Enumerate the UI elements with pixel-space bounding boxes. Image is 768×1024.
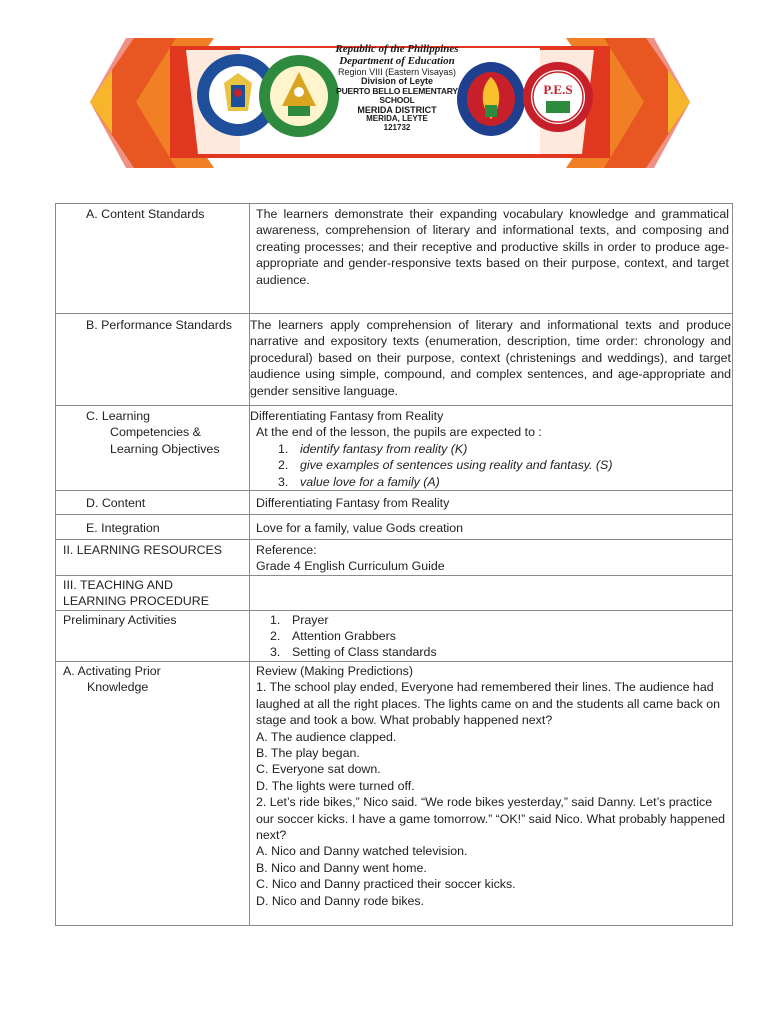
header-banner xyxy=(90,38,690,178)
teaching-procedure-label-2: LEARNING PROCEDURE xyxy=(63,594,209,609)
content-standards-label: A. Content Standards xyxy=(56,204,250,314)
teaching-procedure-label-1: III. TEACHING AND xyxy=(63,577,173,592)
lesson-plan-table xyxy=(55,203,733,926)
activating-content xyxy=(250,661,733,925)
integration-label: E. Integration xyxy=(56,515,250,540)
pes-school-seal xyxy=(522,59,594,135)
activating-prior-knowledge-row xyxy=(56,661,733,925)
content-standards-text: The learners demonstrate their expanding vocabulary knowledge and grammatical awareness, comprehension of literary and informational texts, and composing and creating processes; and their receptive and productive skills in order to produce age-appropriate and gender-responsive texts based on their purpose, context, and target audience. xyxy=(250,204,733,314)
activating-prior-knowledge-label xyxy=(56,661,250,925)
teaching-procedure-empty xyxy=(250,575,733,610)
review-title: Review (Making Predictions) xyxy=(256,663,414,678)
learning-resources-label: II. LEARNING RESOURCES xyxy=(56,540,250,576)
preliminary-number: 3. xyxy=(270,645,281,660)
preliminary-number: 1. xyxy=(270,612,281,627)
q1-choice: B. The play began. xyxy=(256,745,360,760)
department-line: Department of Education xyxy=(339,54,455,67)
school-header-text xyxy=(334,44,460,133)
objective-number: 2. xyxy=(278,458,289,473)
objective-text: value love for a family (A) xyxy=(300,474,440,489)
preliminary-activities-row xyxy=(56,610,733,661)
objective-item xyxy=(250,441,732,457)
preliminary-item xyxy=(250,628,732,644)
learning-competencies-label-3: Learning Objectives xyxy=(110,441,220,456)
integration-row xyxy=(56,515,733,540)
svg-text:P.E.S: P.E.S xyxy=(543,82,573,97)
q2-choice: C. Nico and Danny practiced their soccer kicks. xyxy=(256,877,516,892)
address-line: MERIDA, LEYTE xyxy=(366,114,428,124)
q2-choice: A. Nico and Danny watched television. xyxy=(256,844,468,859)
preliminary-item xyxy=(250,644,732,660)
preliminary-number: 2. xyxy=(270,629,281,644)
learning-competencies-label-1: C. Learning xyxy=(86,409,151,423)
integration-text: Love for a family, value Gods creation xyxy=(250,515,733,540)
objectives-intro: At the end of the lesson, the pupils are expected to : xyxy=(256,425,542,440)
objective-item xyxy=(250,457,732,473)
preliminary-activities-list xyxy=(250,610,733,661)
learning-competencies-label xyxy=(56,406,250,491)
content-standards-row xyxy=(56,204,733,314)
learning-competencies-label-2: Competencies & xyxy=(110,425,201,440)
teaching-procedure-label xyxy=(56,575,250,610)
performance-standards-label: B. Performance Standards xyxy=(56,314,250,406)
objective-text: identify fantasy from reality (K) xyxy=(300,441,468,456)
learning-resources-row xyxy=(56,540,733,576)
learning-competencies-content xyxy=(250,406,733,491)
preliminary-text: Setting of Class standards xyxy=(292,645,437,660)
q1-choice: C. Everyone sat down. xyxy=(256,762,381,777)
objective-text: give examples of sentences using reality and fantasy. (S) xyxy=(300,458,613,473)
q2-choice: D. Nico and Danny rode bikes. xyxy=(256,893,425,908)
activating-label-1: A. Activating Prior xyxy=(63,663,161,678)
reference-text: Grade 4 English Curriculum Guide xyxy=(256,559,445,574)
competency-title: Differentiating Fantasy from Reality xyxy=(250,409,444,423)
teaching-procedure-row xyxy=(56,575,733,610)
performance-standards-text: The learners apply comprehension of literary and informational texts and produce narrative and expository texts (enumeration, description, time order: chronology and procedural) based on their purpose, context (christenings and weddings), and target audience using simple, compound, and complex sentences, and age-appropriate and gender sensitive language. xyxy=(250,314,733,406)
region-line: Region VIII (Eastern Visayas) xyxy=(338,66,456,77)
preliminary-item xyxy=(250,612,732,628)
q1-choice: D. The lights were turned off. xyxy=(256,778,415,793)
performance-standards-row xyxy=(56,314,733,406)
q1-choice: A. The audience clapped. xyxy=(256,729,397,744)
preliminary-text: Prayer xyxy=(292,612,329,627)
content-row xyxy=(56,491,733,515)
objective-item xyxy=(250,474,732,490)
objective-number: 1. xyxy=(278,441,289,456)
q2-choice: B. Nico and Danny went home. xyxy=(256,860,427,875)
learning-competencies-row xyxy=(56,406,733,491)
preliminary-activities-label: Preliminary Activities xyxy=(56,610,250,661)
district-line: MERIDA DISTRICT xyxy=(357,104,437,115)
learning-resources-content xyxy=(250,540,733,576)
division-line: Division of Leyte xyxy=(360,76,433,87)
preliminary-text: Attention Grabbers xyxy=(292,629,397,644)
school-id-line: 121732 xyxy=(383,122,411,132)
question-2: 2. Let’s ride bikes,” Nico said. “We rode bikes yesterday,” said Danny. Let’s practice our soccer kicks. I have a game tomorrow.” “OK!” said Nico. What probably happened next? xyxy=(256,795,725,842)
deped-merida-district-seal xyxy=(456,61,526,137)
schools-division-of-leyte-seal xyxy=(258,54,340,138)
content-label: D. Content xyxy=(56,491,250,515)
reference-label: Reference: xyxy=(256,543,317,558)
republic-line: Republic of the Philippines xyxy=(335,43,459,55)
school-name-line: PUERTO BELLO ELEMENTARY SCHOOL xyxy=(336,86,458,106)
content-text: Differentiating Fantasy from Reality xyxy=(250,491,733,515)
objective-number: 3. xyxy=(278,474,289,489)
activating-label-2: Knowledge xyxy=(87,680,149,695)
question-1: 1. The school play ended, Everyone had remembered their lines. The audience had laughed at all the right places. The lights came on and the students all came back on stage and took a bow. What probably happened next? xyxy=(256,680,721,728)
